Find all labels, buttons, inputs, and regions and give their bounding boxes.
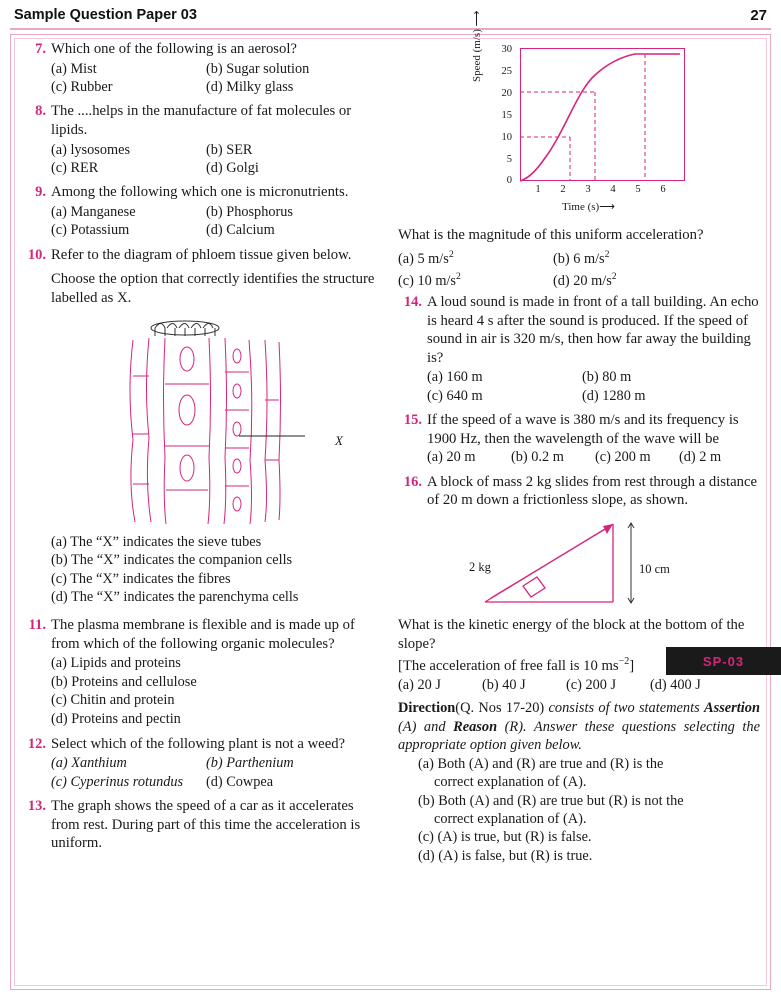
page-number: 27: [750, 6, 767, 24]
option-c[interactable]: (c) The “X” indicates the fibres: [51, 570, 231, 587]
side-tab-label: SP-03: [702, 653, 745, 669]
slope-svg: [455, 514, 745, 609]
option-c[interactable]: (c) Potassium: [51, 222, 130, 239]
slope-height-label: 10 cm: [639, 561, 670, 576]
options-list: [51, 60, 384, 97]
option-c[interactable]: (c) 640 m: [427, 387, 483, 404]
slope-mass-label: 2 kg: [469, 559, 491, 574]
option-a[interactable]: (a) 20 m: [427, 449, 476, 466]
option-a[interactable]: (a) 5 $m/s^2$: [398, 248, 454, 267]
direction-text-3: (R). Answer these questions selecting the appropriate option given below.: [398, 718, 760, 754]
x-tick-1: 1: [535, 184, 541, 195]
question-9: [22, 183, 384, 239]
question-text: The plasma membrane is flexible and is made up of from which of the following organic molecules?: [51, 616, 355, 652]
phloem-tissue-diagram: [109, 314, 343, 529]
question-number: 16.: [403, 473, 422, 490]
x-tick-5: 5: [635, 184, 641, 195]
option-b[interactable]: (b) 6 $m/s^2$: [553, 248, 610, 267]
phloem-svg: [109, 314, 339, 529]
y-tick-10: 10: [501, 132, 512, 143]
question-number: 13.: [27, 797, 46, 814]
question-number: 10.: [27, 246, 46, 263]
direction-label: Direction: [398, 699, 456, 716]
question-13: [22, 797, 384, 853]
x-tick-6: 6: [660, 184, 666, 195]
question-14: [398, 293, 760, 405]
options-list: [51, 203, 384, 240]
question-number: 12.: [27, 735, 46, 752]
direction-range: (Q. Nos 17-20): [455, 699, 549, 716]
question-number: 15.: [403, 412, 422, 429]
question-number: 11.: [28, 616, 46, 633]
option-d[interactable]: (d) Calcium: [206, 222, 275, 239]
question-7: [22, 40, 384, 96]
option-d[interactable]: (d) 400 J: [650, 676, 701, 693]
x-tick-4: 4: [610, 184, 616, 195]
question-text: If the speed of a wave is 380 m/s and its frequency is 1900 Hz, then the wavelength of the wave will be: [427, 412, 739, 447]
y-tick-15: 15: [501, 110, 512, 121]
option-d[interactable]: (d) (A) is false, but (R) is true.: [418, 847, 593, 864]
option-a[interactable]: (a) lysosomes: [51, 141, 131, 158]
option-c[interactable]: (c) 200 m: [595, 449, 651, 466]
speed-time-chart: [471, 10, 726, 222]
option-d[interactable]: (d) Golgi: [206, 160, 259, 176]
left-column: [16, 40, 384, 986]
question-15: [398, 411, 760, 467]
options-list: [427, 448, 760, 466]
chart-curve: [520, 48, 686, 182]
option-a[interactable]: (a) Mist: [51, 60, 97, 77]
question-text: Refer to the diagram of phloem tissue given below.: [51, 246, 352, 263]
direction-options: [418, 755, 760, 865]
question-text: A loud sound is made in front of a tall building. An echo is heard 4 s after the sound is produced. If the speed of sound in air is 320 m/s, then how far away the building is?: [427, 293, 759, 366]
option-a[interactable]: (a) The “X” indicates the sieve tubes: [51, 533, 262, 550]
option-a[interactable]: (a) Xanthium: [51, 755, 127, 772]
option-a[interactable]: (a) 20 J: [398, 676, 441, 693]
page-title: Sample Question Paper 03: [14, 7, 197, 23]
option-c[interactable]: (c) Chitin and protein: [51, 692, 175, 709]
option-a[interactable]: (a) Lipids and proteins: [51, 655, 181, 672]
chart-y-axis-label: Speed (m/s) ⟶: [471, 10, 483, 82]
option-d[interactable]: (d) 20 $m/s^2$: [553, 270, 617, 289]
question-text: Which one of the following is an aerosol?: [51, 41, 297, 57]
direction-text-1: consists of two statements: [548, 699, 704, 716]
question-text: Select which of the following plant is not a weed?: [51, 735, 346, 752]
option-b[interactable]: (b) 0.2 m: [511, 449, 564, 466]
option-c[interactable]: (c) (A) is true, but (R) is false.: [418, 829, 592, 846]
options-list: [51, 533, 384, 607]
question-text-2: Choose the option that correctly identifies the structure labelled as X.: [51, 271, 375, 306]
options-list: [398, 676, 760, 694]
question-text: A block of mass 2 kg slides from rest through a distance of 20 m down a frictionless slope, as shown.: [427, 473, 758, 509]
option-d[interactable]: (d) 2 m: [679, 449, 722, 466]
y-tick-5: 5: [506, 154, 512, 165]
question-10: [22, 246, 384, 607]
direction-reason: Reason: [453, 718, 505, 735]
options-list: [427, 368, 760, 405]
option-d[interactable]: (d) The “X” indicates the parenchyma cells: [51, 589, 299, 606]
question-number: 14.: [403, 293, 422, 310]
direction-block: [398, 699, 760, 755]
option-a[interactable]: (a) Manganese: [51, 204, 136, 220]
side-tab: [666, 647, 781, 675]
question-text: What is the magnitude of this uniform acceleration?: [398, 227, 704, 243]
right-column: [398, 10, 760, 986]
options-list: [398, 246, 760, 290]
option-b[interactable]: (b) The “X” indicates the companion cells: [51, 552, 293, 569]
direction-text-2: (A) and: [398, 718, 454, 735]
option-d[interactable]: (d) Cowpea: [206, 773, 274, 790]
y-tick-25: 25: [501, 66, 512, 77]
question-note: [The acceleration of free fall is 10 $ms^{-2}$]: [398, 656, 635, 674]
option-b[interactable]: (b) 40 J: [482, 676, 526, 693]
option-b[interactable]: (b) 80 m: [582, 369, 632, 386]
option-b[interactable]: (b) Phosphorus: [206, 204, 293, 220]
option-b[interactable]: (b) Both (A) and (R) are true but (R) is not the correct explanation of (A).: [418, 792, 684, 827]
page-header: [0, 0, 781, 30]
option-c[interactable]: (c) 200 J: [566, 676, 617, 693]
question-text: Among the following which one is micronutrients.: [51, 184, 349, 201]
question-13-followup: [398, 226, 760, 290]
option-b[interactable]: (b) Sugar solution: [206, 60, 310, 77]
option-b[interactable]: (b) Parthenium: [206, 755, 294, 772]
x-tick-3: 3: [585, 184, 591, 195]
option-c[interactable]: (c) RER: [51, 160, 99, 176]
y-tick-30: 30: [501, 44, 512, 55]
header-divider: [10, 28, 771, 30]
question-12: [22, 735, 384, 791]
direction-assertion: Assertion: [704, 699, 760, 716]
question-16: [398, 473, 760, 613]
y-tick-0: 0: [506, 175, 512, 186]
option-c[interactable]: (c) Rubber: [51, 79, 113, 95]
option-c[interactable]: (c) Cyperinus rotundus: [51, 773, 184, 790]
slope-diagram: [455, 514, 745, 609]
phloem-x-label: X: [335, 432, 343, 448]
option-c[interactable]: (c) 10 $m/s^2$: [398, 270, 461, 289]
chart-x-axis-label: Time (s)⟶: [562, 201, 615, 213]
question-number: 8.: [35, 103, 46, 120]
options-list: [51, 654, 384, 728]
question-8: [22, 102, 384, 177]
option-d[interactable]: (d) 1280 m: [582, 387, 646, 404]
option-a[interactable]: (a) Both (A) and (R) are true and (R) is the correct explanation of (A).: [418, 755, 664, 791]
options-list: [51, 754, 384, 791]
option-b[interactable]: (b) Proteins and cellulose: [51, 673, 197, 690]
options-list: [51, 141, 384, 178]
question-11: [22, 616, 384, 729]
option-d[interactable]: (d) Proteins and pectin: [51, 710, 181, 727]
question-text: The ....helps in the manufacture of fat molecules or lipids.: [51, 103, 352, 138]
option-a[interactable]: (a) 160 m: [427, 369, 483, 386]
x-tick-2: 2: [560, 184, 566, 195]
option-b[interactable]: (b) SER: [206, 141, 253, 158]
question-number: 7.: [35, 41, 46, 57]
y-tick-20: 20: [501, 88, 512, 99]
option-d[interactable]: (d) Milky glass: [206, 79, 294, 95]
question-number: 9.: [35, 184, 46, 201]
question-text: The graph shows the speed of a car as it accelerates from rest. During part of this time the acceleration is uniform.: [51, 797, 361, 852]
question-text: What is the kinetic energy of the block at the bottom of the slope?: [398, 616, 745, 652]
